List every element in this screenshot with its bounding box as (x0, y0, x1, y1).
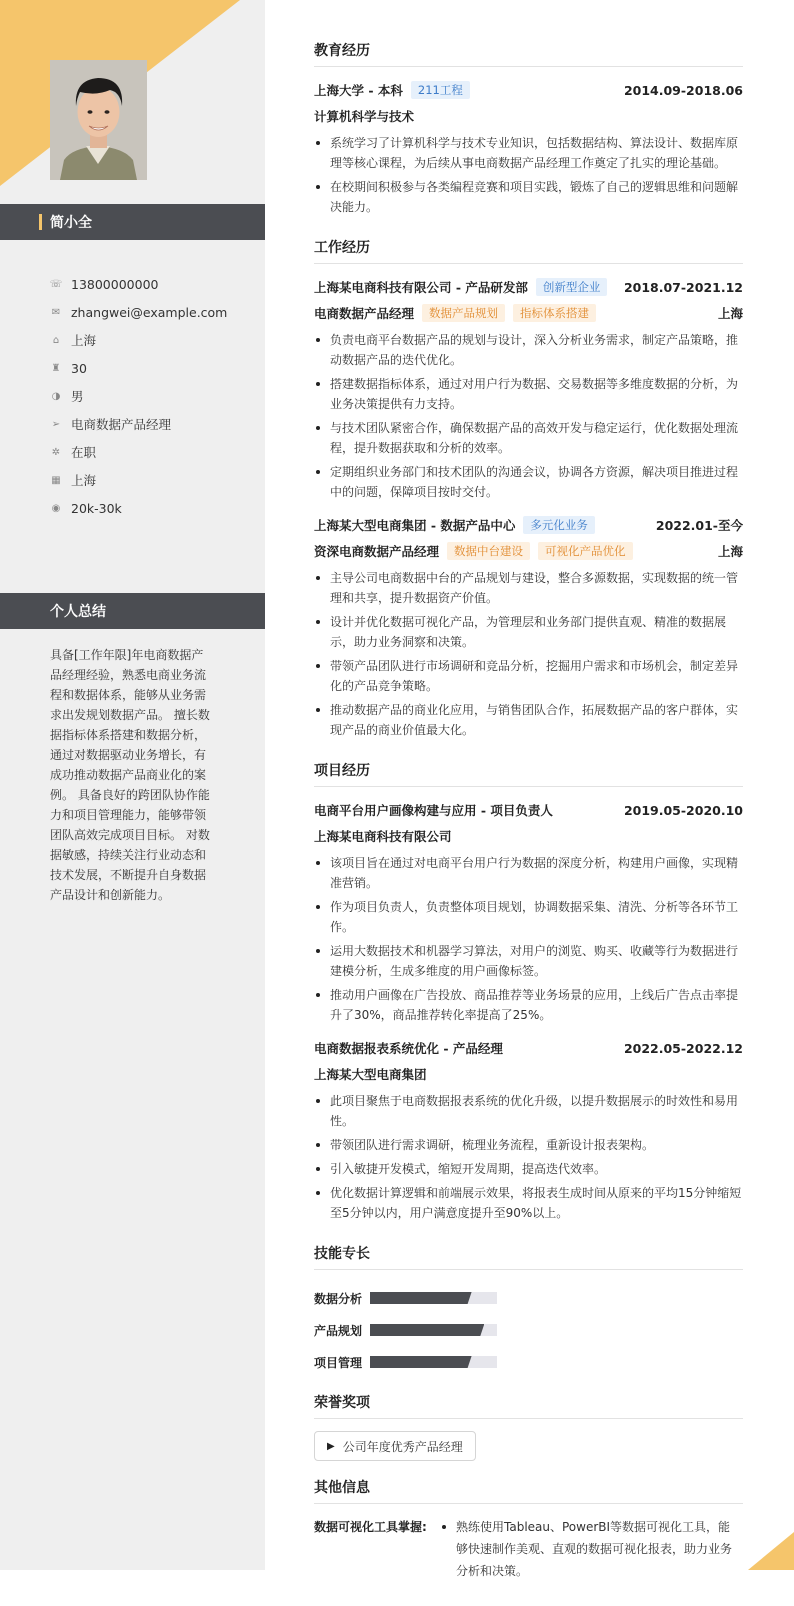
email-text: zhangwei@example.com (71, 304, 228, 320)
status-text: 在职 (71, 445, 97, 460)
projects-section (314, 760, 743, 1223)
info-item-email (50, 298, 250, 326)
project-date: 2019.05-2020.10 (623, 802, 743, 818)
list-item: 推动用户画像在广告投放、商品推荐等业务场景的应用，上线后广告点击率提升了30%，商品推荐转化率提高了25%。 (314, 985, 743, 1025)
list-item: 引入敏捷开发模式，缩短开发周期，提高迭代效率。 (314, 1159, 743, 1179)
education-school: 上海大学 - 本科 (314, 83, 403, 98)
phone-icon: ☏ (49, 278, 63, 290)
skill-bar (370, 1324, 497, 1336)
work-role-group (314, 304, 596, 322)
work-company: 上海某电商科技有限公司 - 产品研发部 (314, 280, 528, 295)
avatar (50, 60, 147, 180)
summary-heading (0, 593, 265, 629)
age-text: 30 (71, 360, 87, 376)
work-company: 上海某大型电商集团 - 数据产品中心 (314, 518, 516, 533)
education-section (314, 40, 743, 217)
education-date: 2014.09-2018.06 (623, 82, 743, 98)
salary-icon: ◉ (51, 502, 61, 514)
work-company-line (314, 278, 607, 296)
corner-decoration-bottom (748, 1532, 794, 1570)
list-item: 在校期间积极参与各类编程竞赛和项目实践，锻炼了自己的逻辑思维和问题解决能力。 (314, 177, 743, 217)
list-item: 熟练使用Tableau、PowerBI等数据可视化工具，能够快速制作美观、直观的数据可视化报表，助力业务分析和决策。 (434, 1516, 734, 1582)
contact-info-list (50, 270, 250, 522)
info-item-age (50, 354, 250, 382)
skill-item (314, 1282, 535, 1314)
education-head (314, 79, 743, 101)
skill-name: 数据分析 (314, 1291, 363, 1306)
city-text: 上海 (71, 473, 97, 488)
work-date: 2018.07-2021.12 (623, 279, 743, 295)
other-section (314, 1477, 743, 1586)
work-role-tag: 可视化产品优化 (538, 542, 633, 560)
work-bullets (314, 568, 743, 740)
work-location: 上海 (717, 306, 743, 321)
work-location: 上海 (717, 544, 743, 559)
skill-bar-fill (370, 1324, 484, 1336)
gender-text: 男 (71, 389, 84, 404)
building-icon: ▦ (51, 474, 61, 486)
awards-section (314, 1392, 743, 1461)
education-tag: 211工程 (411, 81, 470, 99)
info-item-city (50, 466, 250, 494)
play-icon: ▶ (327, 1440, 335, 1452)
status-icon: ✲ (51, 446, 61, 458)
skills-title: 技能专长 (314, 1243, 743, 1270)
project-head (314, 1037, 743, 1059)
list-item: 该项目旨在通过对电商平台用户行为数据的深度分析，构建用户画像，实现精准营销。 (314, 853, 743, 893)
project-date: 2022.05-2022.12 (623, 1040, 743, 1056)
send-icon: ➢ (51, 418, 61, 430)
list-item: 作为项目负责人，负责整体项目规划，协调数据采集、清洗、分析等各环节工作。 (314, 897, 743, 937)
age-icon: ♜ (51, 362, 61, 374)
phone-text: 13800000000 (71, 276, 159, 292)
work-role-tag: 指标体系搭建 (513, 304, 596, 322)
work-entry-2 (314, 514, 743, 740)
avatar-photo (50, 60, 147, 180)
education-school-line (314, 81, 470, 99)
project-org: 上海某大型电商集团 (314, 1067, 427, 1082)
skill-bar-fill (370, 1292, 472, 1304)
sidebar (0, 0, 265, 1570)
list-item: 优化数据计算逻辑和前端展示效果，将报表生成时间从原来的平均15分钟缩短至5分钟以内，用户满意度提升至90%以上。 (314, 1183, 743, 1223)
list-item: 设计并优化数据可视化产品，为管理层和业务部门提供直观、精准的数据展示，助力业务洞察和决策。 (314, 612, 743, 652)
education-title: 教育经历 (314, 40, 743, 67)
info-item-gender (50, 382, 250, 410)
gender-icon: ◑ (51, 390, 61, 402)
home-icon: ⌂ (52, 334, 60, 346)
work-section (314, 237, 743, 740)
profile-name: 简小全 (50, 215, 92, 231)
work-role: 电商数据产品经理 (314, 306, 415, 321)
work-role-line (314, 302, 743, 324)
projects-title: 项目经历 (314, 760, 743, 787)
education-bullets (314, 133, 743, 217)
skill-bar-fill (370, 1356, 472, 1368)
info-item-position (50, 410, 250, 438)
education-major: 计算机科学与技术 (314, 109, 415, 124)
list-item: 搭建数据指标体系，通过对用户行为数据、交易数据等多维度数据的分析，为业务决策提供有力支持。 (314, 374, 743, 414)
work-entry-1 (314, 276, 743, 502)
list-item: 系统学习了计算机科学与技术专业知识，包括数据结构、算法设计、数据库原理等核心课程，为后续从事电商数据产品经理工作奠定了扎实的理论基础。 (314, 133, 743, 173)
skill-item (314, 1346, 535, 1378)
work-role-group (314, 542, 633, 560)
award-text: 公司年度优秀产品经理 (342, 1439, 463, 1454)
position-text: 电商数据产品经理 (71, 417, 172, 432)
skills-list (314, 1282, 743, 1378)
education-major-line (314, 105, 743, 127)
list-item: 此项目聚焦于电商数据报表系统的优化升级，以提升数据展示的时效性和易用性。 (314, 1091, 743, 1131)
skill-bar (370, 1356, 497, 1368)
work-bullets (314, 330, 743, 502)
work-company-tag: 创新型企业 (536, 278, 608, 296)
skill-name: 产品规划 (314, 1323, 363, 1338)
awards-title: 荣誉奖项 (314, 1392, 743, 1419)
work-title: 工作经历 (314, 237, 743, 264)
other-label: 数据可视化工具掌握: (314, 1520, 427, 1534)
list-item: 与技术团队紧密合作，确保数据产品的高效开发与稳定运行，优化数据处理流程，提升数据获取和分析的效率。 (314, 418, 743, 458)
list-item: 主导公司电商数据中台的产品规划与建设，整合多源数据，实现数据的统一管理和共享，提升数据资产价值。 (314, 568, 743, 608)
list-item: 推动数据产品的商业化应用，与销售团队合作，拓展数据产品的客户群体，实现产品的商业价值最大化。 (314, 700, 743, 740)
work-head (314, 514, 743, 536)
work-role: 资深电商数据产品经理 (314, 544, 440, 559)
work-role-tag: 数据中台建设 (447, 542, 530, 560)
project-head (314, 799, 743, 821)
project-entry-2 (314, 1037, 743, 1223)
name-bar (0, 204, 265, 240)
award-badge (314, 1431, 476, 1461)
info-item-status (50, 438, 250, 466)
project-name: 电商平台用户画像构建与应用 - 项目负责人 (314, 803, 553, 818)
other-bullets (434, 1516, 734, 1586)
work-date: 2022.01-至今 (655, 518, 743, 533)
skill-bar (370, 1292, 497, 1304)
list-item: 带领产品团队进行市场调研和竞品分析，挖掘用户需求和市场机会，制定差异化的产品竞争策略。 (314, 656, 743, 696)
list-item: 带领团队进行需求调研，梳理业务流程，重新设计报表架构。 (314, 1135, 743, 1155)
project-org-line (314, 1063, 743, 1085)
work-head (314, 276, 743, 298)
project-org-line (314, 825, 743, 847)
work-company-line (314, 516, 595, 534)
work-role-line (314, 540, 743, 562)
skill-name: 项目管理 (314, 1355, 363, 1370)
skill-item (314, 1314, 535, 1346)
home-text: 上海 (71, 333, 97, 348)
info-item-phone (50, 270, 250, 298)
work-role-tag: 数据产品规划 (422, 304, 505, 322)
summary-text: 具备[工作年限]年电商数据产品经理经验，熟悉电商业务流程和数据体系，能够从业务需求出发规划数据产品。 擅长数据指标体系搭建和数据分析，通过对数据驱动业务增长，有成功推动数据产品商业化的案例。 具备良好的跨团队协作能力和项目管理能力，能够带领团队高效完成项目目标。 对数据敏感，持续关注行业动态和技术发展，不断提升自身数据产品设计和创新能力。 (50, 648, 210, 902)
other-title: 其他信息 (314, 1477, 743, 1504)
info-item-home (50, 326, 250, 354)
main-content (314, 40, 743, 1606)
project-bullets (314, 853, 743, 1025)
mail-icon: ✉ (51, 306, 61, 318)
project-org: 上海某电商科技有限公司 (314, 829, 452, 844)
project-bullets (314, 1091, 743, 1223)
info-item-salary (50, 494, 250, 522)
project-name: 电商数据报表系统优化 - 产品经理 (314, 1041, 503, 1056)
list-item: 负责电商平台数据产品的规划与设计，深入分析业务需求，制定产品策略，推动数据产品的迭代优化。 (314, 330, 743, 370)
salary-text: 20k-30k (71, 500, 122, 516)
project-entry-1 (314, 799, 743, 1025)
skills-section (314, 1243, 743, 1378)
list-item: 运用大数据技术和机器学习算法，对用户的浏览、购买、收藏等行为数据进行建模分析，生成多维度的用户画像标签。 (314, 941, 743, 981)
summary-title: 个人总结 (50, 604, 106, 620)
other-row (314, 1516, 743, 1586)
work-company-tag: 多元化业务 (523, 516, 595, 534)
list-item: 定期组织业务部门和技术团队的沟通会议，协调各方资源，解决项目推进过程中的问题，保障项目按时交付。 (314, 462, 743, 502)
